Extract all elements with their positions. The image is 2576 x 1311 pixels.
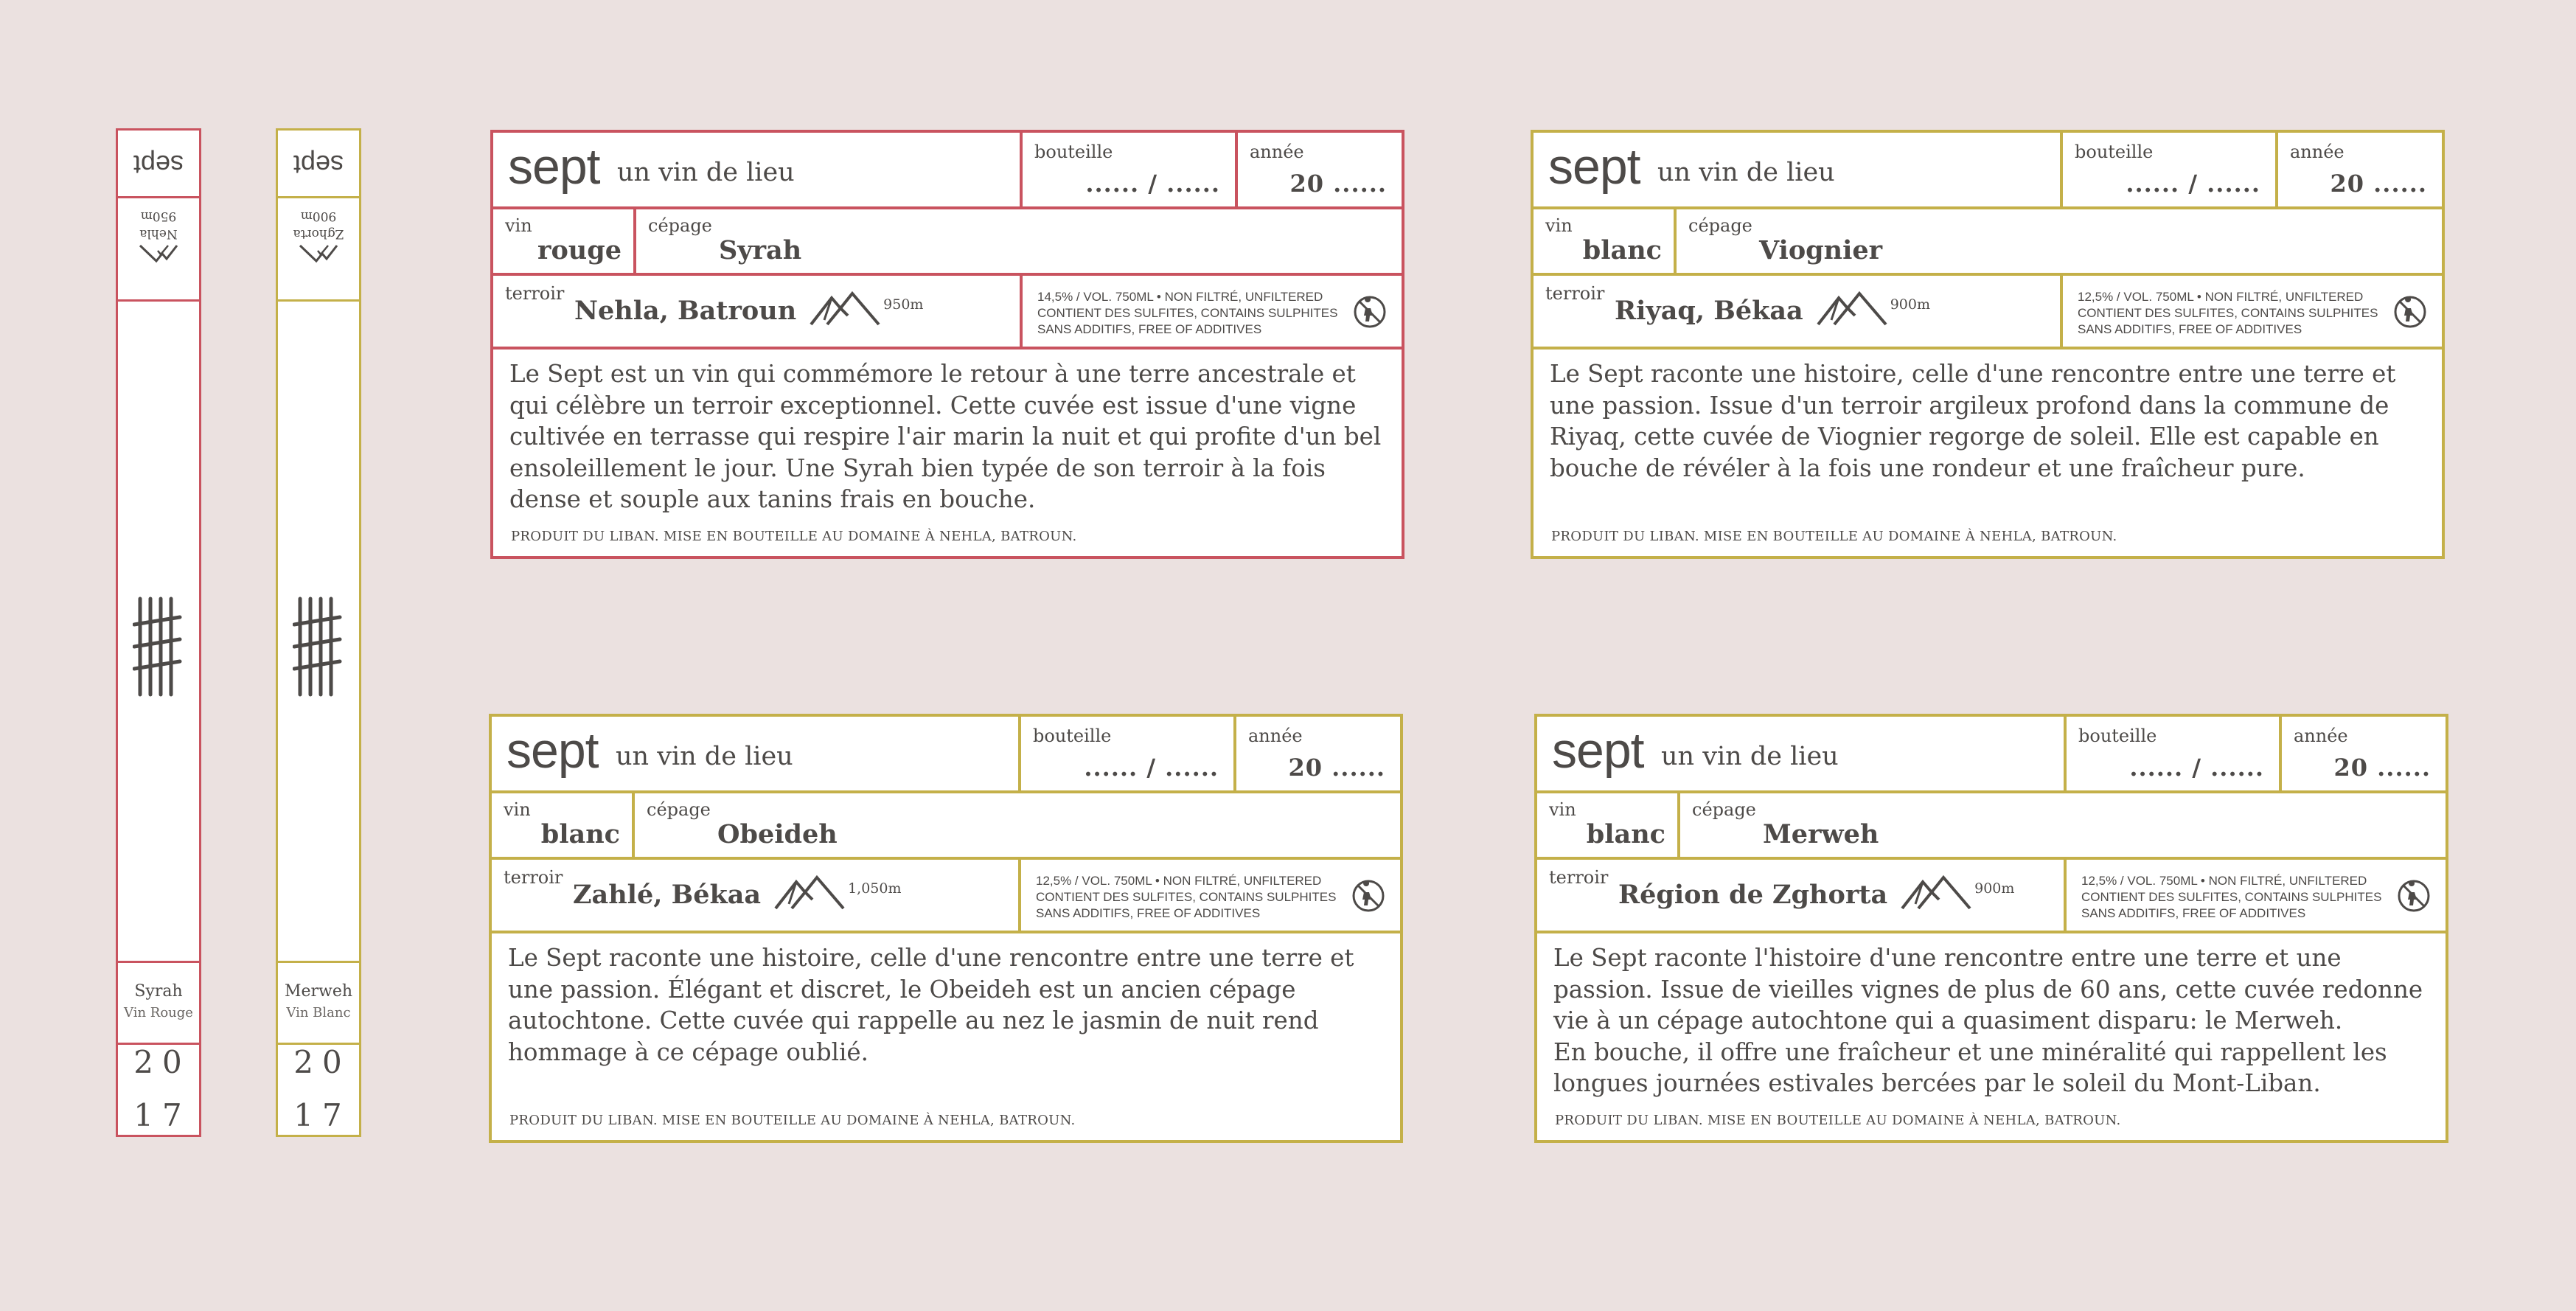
brand-name: sept: [507, 723, 599, 779]
year-label: année: [1248, 726, 1303, 746]
brand-name: sept: [1552, 723, 1644, 779]
label-terroir-row: [493, 276, 1402, 350]
strip-year-decade: 17: [133, 1097, 191, 1133]
tally-marks-icon: [118, 588, 199, 706]
wine-color-value: blanc: [540, 819, 620, 849]
legal-line-3: SANS ADDITIFS, FREE OF ADDITIVES: [2081, 906, 2306, 920]
year-label: année: [2294, 726, 2348, 746]
strip-variety-cell: [118, 961, 199, 1045]
tagline: un vin de lieu: [617, 158, 795, 187]
year-cell: [2279, 717, 2446, 790]
year-value: 20 ......: [1289, 170, 1387, 198]
year-value: 20 ......: [2330, 170, 2427, 198]
terroir-label: terroir: [504, 867, 563, 888]
strip-variety: Syrah: [134, 982, 183, 1001]
no-pregnancy-icon: [1351, 879, 1385, 913]
strip-altitude: 900m: [300, 209, 337, 223]
grape-label: cépage: [648, 215, 712, 236]
grape-value: Syrah: [719, 235, 802, 265]
legal-line-3: SANS ADDITIFS, FREE OF ADDITIVES: [1037, 322, 1262, 336]
strip-brand: sept: [133, 150, 184, 180]
strip-brand-cell: [278, 131, 359, 198]
wine-color-label: vin: [1545, 215, 1573, 236]
mountain-icon: [810, 291, 880, 326]
strip-location: Zghorta: [293, 226, 344, 241]
altitude-value: 900m: [1890, 296, 1930, 313]
wine-label-viognier: [1531, 130, 2445, 559]
strip-altitude: 950m: [140, 209, 177, 223]
strip-location-cell: [278, 198, 359, 302]
terroir-cell: [1534, 276, 2060, 347]
mountain-icon: [774, 874, 845, 910]
strip-year: [118, 1036, 199, 1142]
label-variety-row: [1537, 793, 2446, 860]
legal-cell: [1018, 860, 1400, 931]
bottle-value: ...... / ......: [2126, 170, 2260, 198]
strip-location: Nehla: [139, 226, 178, 241]
no-pregnancy-icon: [2393, 295, 2427, 329]
strip-wine-type: Vin Rouge: [124, 1005, 193, 1020]
mountain-icon: [299, 244, 338, 263]
altitude-value: 900m: [1974, 880, 2015, 897]
label-terroir-row: [1534, 276, 2442, 350]
label-description-row: [1537, 933, 2446, 1140]
wine-label-merweh: [1534, 714, 2448, 1143]
wine-label-syrah: [490, 130, 1404, 559]
strip-brand-cell: [118, 131, 199, 198]
mountain-icon: [139, 244, 178, 263]
year-label: année: [2290, 142, 2344, 162]
tagline: un vin de lieu: [616, 742, 793, 771]
brand-name: sept: [508, 139, 600, 195]
label-terroir-row: [1537, 860, 2446, 933]
year-cell: [2275, 133, 2442, 206]
bottle-label: bouteille: [2078, 726, 2157, 746]
strip-year-century: 20: [293, 1044, 351, 1080]
wine-color-cell: [1534, 209, 1674, 273]
year-label: année: [1250, 142, 1304, 162]
bottle-label: bouteille: [1033, 726, 1112, 746]
wine-color-cell: [1537, 793, 1677, 857]
altitude-value: 1,050m: [848, 880, 902, 897]
wine-description: Le Sept raconte l'histoire d'une rencontre entre une terre et une passion. Issue de vieilles vignes de plus de 60 ans, cette cuvée redonne vie à un cépage autochtone qui a quasiment disparu: le Merweh. En bouche, il offre une fraîcheur et une minéralité qui rappellent les longues journées estivales bercées par le soleil du Mont-Liban.: [1553, 944, 2423, 1097]
strip-variety: Merweh: [284, 982, 353, 1001]
legal-line-1: 12,5% / VOL. 750ML • NON FILTRÉ, UNFILTERED: [1036, 874, 1322, 888]
grape-value: Viognier: [1759, 235, 1883, 265]
strip-year-century: 20: [133, 1044, 191, 1080]
wine-description: Le Sept raconte une histoire, celle d'une rencontre entre une terre et une passion. Issue d'un terroir argileux profond dans la commune de Riyaq, cette cuvée de Viognier regorge de soleil. Elle est capable en bouche de révéler à la fois une rondeur et une fraîcheur pure.: [1550, 360, 2396, 482]
grape-label: cépage: [647, 799, 711, 820]
label-header-row: [493, 133, 1402, 209]
label-variety-row: [1534, 209, 2442, 276]
legal-line-3: SANS ADDITIFS, FREE OF ADDITIVES: [2078, 322, 2302, 336]
no-pregnancy-icon: [2397, 879, 2431, 913]
legal-line-2: CONTIENT DES SULFITES, CONTAINS SULPHITES: [2078, 306, 2378, 320]
grape-cell: [632, 793, 1400, 857]
terroir-label: terroir: [1545, 283, 1605, 304]
mountain-icon: [1901, 874, 1971, 910]
year-value: 20 ......: [2333, 754, 2431, 782]
altitude-value: 950m: [883, 296, 924, 313]
terroir-value: Région de Zghorta: [1618, 880, 1888, 910]
tagline: un vin de lieu: [1661, 742, 1839, 771]
strip-brand: sept: [293, 150, 344, 180]
strip-location-cell: [118, 198, 199, 302]
label-variety-row: [492, 793, 1400, 860]
grape-value: Merweh: [1763, 819, 1879, 849]
grape-label: cépage: [1688, 215, 1752, 236]
wine-color-label: vin: [1549, 799, 1576, 820]
terroir-cell: [1537, 860, 2064, 931]
strip-variety-cell: [278, 961, 359, 1045]
legal-line-3: SANS ADDITIFS, FREE OF ADDITIVES: [1036, 906, 1261, 920]
label-description-row: [493, 350, 1402, 556]
label-variety-row: [493, 209, 1402, 276]
mountain-icon: [1817, 291, 1887, 326]
bottle-value: ...... / ......: [2129, 754, 2264, 782]
legal-line-2: CONTIENT DES SULFITES, CONTAINS SULPHITES: [1037, 306, 1338, 320]
strip-year: [278, 1036, 359, 1142]
legal-line-1: 14,5% / VOL. 750ML • NON FILTRÉ, UNFILTERED: [1037, 290, 1323, 304]
grape-cell: [633, 209, 1402, 273]
wine-description: Le Sept est un vin qui commémore le retour à une terre ancestrale et qui célèbre un terroir exceptionnel. Cette cuvée est issue d'une vigne cultivée en terrasse qui respire l'air marin la nuit et qui profite d'un bel ensoleillement le jour. Une Syrah bien typée de son terroir à la fois dense et souple aux tanins frais en bouche.: [509, 360, 1382, 513]
legal-cell: [1020, 276, 1402, 347]
wine-color-value: rouge: [537, 235, 622, 265]
wine-color-value: blanc: [1582, 235, 1662, 265]
wine-color-value: blanc: [1586, 819, 1665, 849]
legal-line-2: CONTIENT DES SULFITES, CONTAINS SULPHITES: [1036, 890, 1337, 904]
legal-cell: [2064, 860, 2446, 931]
legal-cell: [2060, 276, 2442, 347]
terroir-label: terroir: [505, 283, 565, 304]
bottle-number-cell: [2064, 717, 2279, 790]
production-footer: PRODUIT DU LIBAN. MISE EN BOUTEILLE AU DOMAINE À NEHLA, BATROUN.: [1555, 1113, 2121, 1128]
legal-line-1: 12,5% / VOL. 750ML • NON FILTRÉ, UNFILTERED: [2078, 290, 2364, 304]
production-footer: PRODUIT DU LIBAN. MISE EN BOUTEILLE AU DOMAINE À NEHLA, BATROUN.: [1551, 529, 2117, 544]
production-footer: PRODUIT DU LIBAN. MISE EN BOUTEILLE AU DOMAINE À NEHLA, BATROUN.: [509, 1113, 1076, 1128]
wine-label-obeideh: [489, 714, 1403, 1143]
strip-wine-type: Vin Blanc: [286, 1005, 351, 1020]
bottle-number-cell: [2060, 133, 2275, 206]
terroir-cell: [492, 860, 1018, 931]
neck-strip-merweh: [276, 128, 361, 1137]
terroir-value: Nehla, Batroun: [574, 296, 797, 326]
terroir-value: Zahlé, Békaa: [573, 880, 762, 910]
grape-cell: [1674, 209, 2442, 273]
neck-strip-syrah: [116, 128, 201, 1137]
terroir-value: Riyaq, Békaa: [1615, 296, 1803, 326]
bottle-label: bouteille: [2075, 142, 2154, 162]
legal-line-2: CONTIENT DES SULFITES, CONTAINS SULPHITES: [2081, 890, 2382, 904]
wine-color-cell: [493, 209, 633, 273]
bottle-label: bouteille: [1034, 142, 1113, 162]
no-pregnancy-icon: [1353, 295, 1387, 329]
strip-year-decade: 17: [293, 1097, 351, 1133]
label-terroir-row: [492, 860, 1400, 933]
bottle-value: ...... / ......: [1085, 170, 1220, 198]
label-header-row: [1534, 133, 2442, 209]
wine-color-label: vin: [505, 215, 532, 236]
grape-label: cépage: [1692, 799, 1756, 820]
terroir-cell: [493, 276, 1020, 347]
year-cell: [1233, 717, 1400, 790]
label-header-row: [492, 717, 1400, 793]
brand-name: sept: [1548, 139, 1640, 195]
wine-color-label: vin: [504, 799, 531, 820]
label-description-row: [492, 933, 1400, 1140]
bottle-value: ...... / ......: [1084, 754, 1219, 782]
wine-description: Le Sept raconte une histoire, celle d'une rencontre entre une terre et une passion. Élégant et discret, le Obeideh est un ancien cépage autochtone. Cette cuvée qui rappelle au nez le jasmin de nuit rend hommage à ce cépage oublié.: [508, 944, 1354, 1066]
production-footer: PRODUIT DU LIBAN. MISE EN BOUTEILLE AU DOMAINE À NEHLA, BATROUN.: [511, 529, 1077, 544]
label-header-row: [1537, 717, 2446, 793]
year-cell: [1235, 133, 1402, 206]
label-description-row: [1534, 350, 2442, 556]
tagline: un vin de lieu: [1657, 158, 1835, 187]
bottle-number-cell: [1018, 717, 1233, 790]
tally-marks-icon: [278, 588, 359, 706]
bottle-number-cell: [1020, 133, 1235, 206]
legal-line-1: 12,5% / VOL. 750ML • NON FILTRÉ, UNFILTERED: [2081, 874, 2367, 888]
grape-cell: [1677, 793, 2446, 857]
wine-color-cell: [492, 793, 632, 857]
terroir-label: terroir: [1549, 867, 1609, 888]
year-value: 20 ......: [1288, 754, 1385, 782]
grape-value: Obeideh: [717, 819, 838, 849]
